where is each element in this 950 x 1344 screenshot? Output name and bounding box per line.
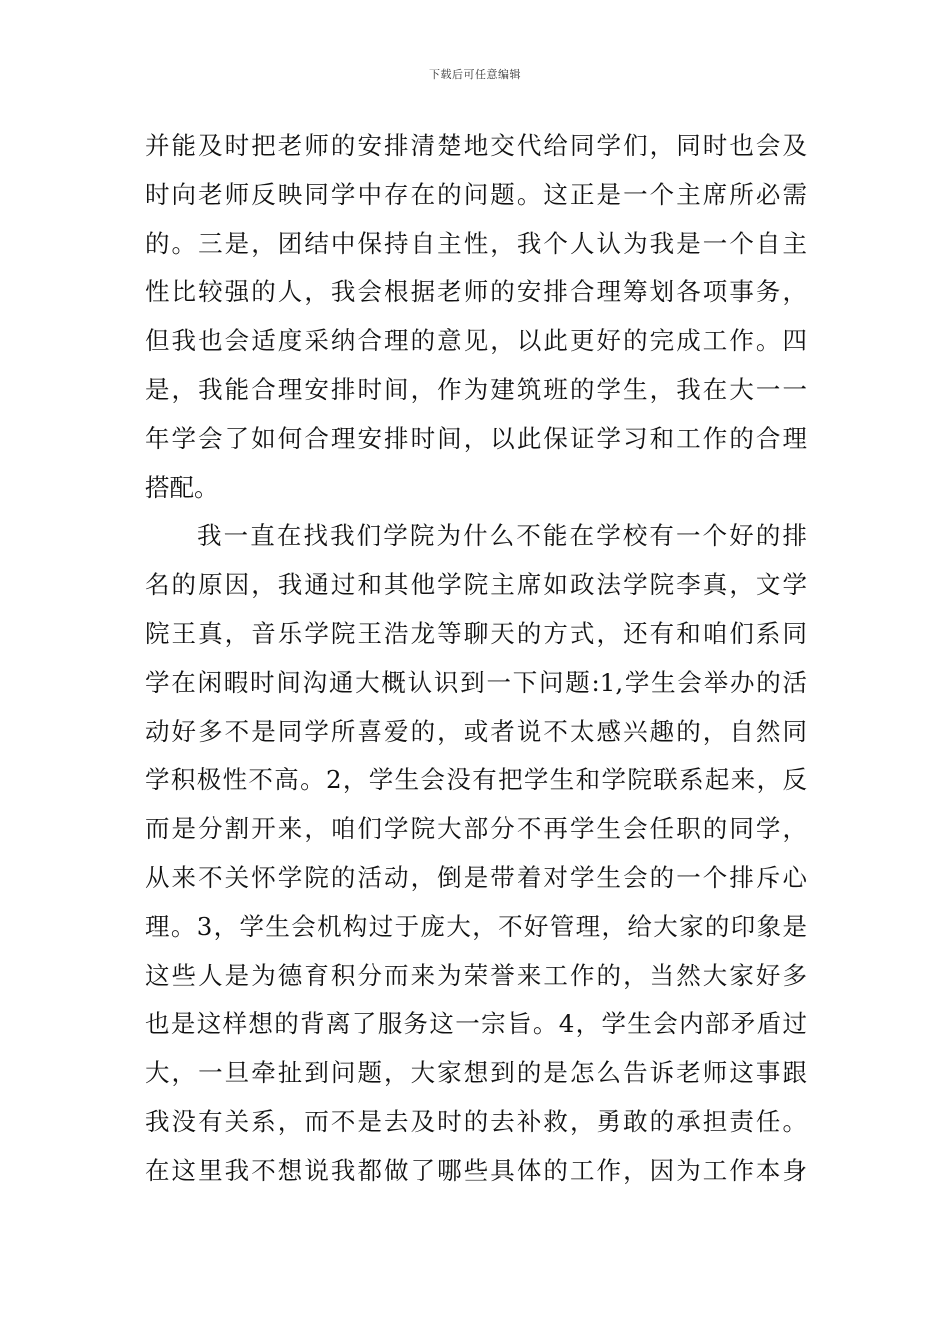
text-line: 但我也会适度采纳合理的意见，以此更好的完成工作。四 — [145, 326, 807, 356]
text-line: 名的原因，我通过和其他学院主席如政法学院李真，文学 — [145, 570, 807, 600]
header-note: 下载后可任意编辑 — [429, 68, 521, 81]
text-line: 并能及时把老师的安排清楚地交代给同学们，同时也会及 — [145, 131, 807, 160]
text-line: 理。3，学生会机构过于庞大，不好管理，给大家的印象是 — [145, 911, 807, 941]
text-line: 院王真，音乐学院王浩龙等聊天的方式，还有和咱们系同 — [145, 618, 807, 648]
text-line: 我一直在找我们学院为什么不能在学校有一个好的排 — [197, 521, 807, 551]
text-line: 学在闲暇时间沟通大概认识到一下问题:1,学生会举办的活 — [145, 667, 807, 697]
text-line: 在这里我不想说我都做了哪些具体的工作，因为工作本身 — [145, 1155, 807, 1185]
text-line: 性比较强的人，我会根据老师的安排合理筹划各项事务， — [145, 277, 807, 307]
text-line: 大，一旦牵扯到问题，大家想到的是怎么告诉老师这事跟 — [145, 1058, 807, 1088]
document-body — [145, 122, 807, 1196]
text-line: 学积极性不高。2，学生会没有把学生和学院联系起来，反 — [145, 765, 807, 795]
text-line: 也是这样想的背离了服务这一宗旨。4，学生会内部矛盾过 — [145, 1009, 807, 1039]
text-line: 从来不关怀学院的活动，倒是带着对学生会的一个排斥心 — [145, 862, 807, 892]
text-line: 而是分割开来，咱们学院大部分不再学生会任职的同学， — [145, 814, 807, 844]
text-line: 我没有关系，而不是去及时的去补救，勇敢的承担责任。 — [145, 1106, 807, 1136]
text-line: 的。三是，团结中保持自主性，我个人认为我是一个自主 — [145, 228, 807, 258]
text-line: 年学会了如何合理安排时间，以此保证学习和工作的合理 — [145, 423, 807, 453]
text-line: 动好多不是同学所喜爱的，或者说不太感兴趣的，自然同 — [145, 716, 807, 746]
text-line: 搭配。 — [145, 472, 219, 502]
text-line: 这些人是为德育积分而来为荣誉来工作的，当然大家好多 — [145, 960, 807, 990]
text-line: 时向老师反映同学中存在的问题。这正是一个主席所必需 — [145, 179, 807, 209]
text-line: 是，我能合理安排时间，作为建筑班的学生，我在大一一 — [145, 374, 807, 404]
